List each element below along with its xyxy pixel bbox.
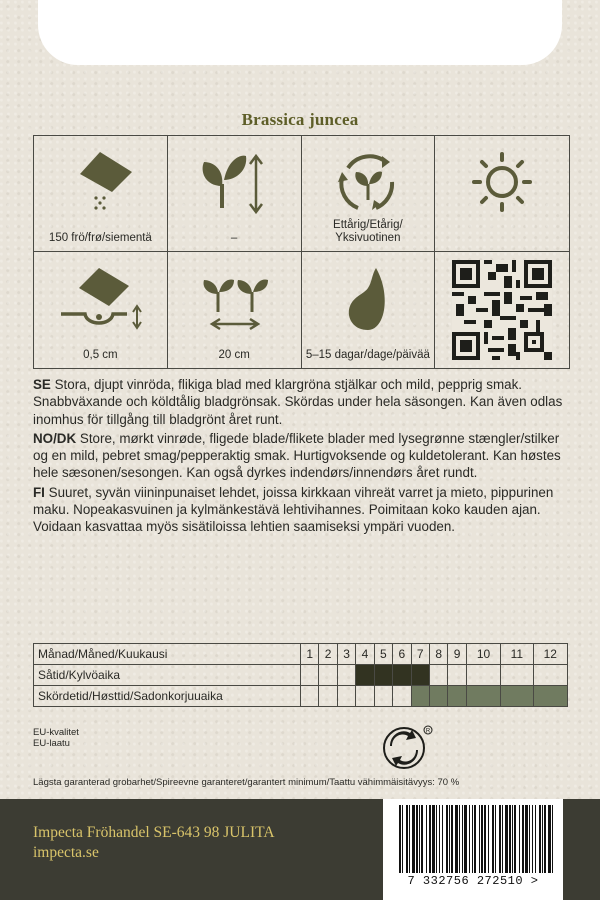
barcode-bar: [525, 805, 528, 873]
barcode-bar: [484, 805, 486, 873]
description-fi: [33, 484, 568, 536]
month-cell: [533, 665, 568, 686]
barcode-bar: [474, 805, 476, 873]
barcode-bar: [464, 805, 467, 873]
sun-cell: [435, 136, 569, 252]
calendar-header-label: Månad/Måned/Kuukausi: [34, 644, 301, 665]
germination-icon: [328, 264, 408, 334]
barcode-bar: [495, 805, 496, 873]
sowing-depth-caption: 0,5 cm: [83, 349, 118, 361]
annual-cycle-icon: [328, 148, 408, 218]
barcode-bars: [397, 805, 555, 873]
company-address: Impecta Fröhandel SE-643 98 JULITA: [33, 824, 275, 841]
barcode-bar: [481, 805, 483, 873]
annual-cycle-cell: [302, 136, 436, 252]
month-cell: [319, 686, 337, 707]
month-cell: [411, 686, 429, 707]
sowing-depth-cell: [34, 252, 168, 368]
barcode-bar: [451, 805, 453, 873]
month-cell: [301, 665, 319, 686]
barcode-bar: [439, 805, 440, 873]
month-cell: [466, 665, 500, 686]
month-header: 11: [501, 644, 533, 665]
info-grid: [33, 135, 570, 369]
month-cell: [374, 686, 392, 707]
barcode-bar: [412, 805, 415, 873]
hang-hole-cutout: [38, 0, 562, 65]
barcode-bar: [539, 805, 541, 873]
month-cell: [501, 686, 533, 707]
sowing-calendar: [33, 643, 568, 707]
month-cell: [448, 665, 466, 686]
month-cell: [337, 665, 355, 686]
barcode-bar: [446, 805, 448, 873]
description-se: [33, 376, 568, 428]
barcode-bar: [552, 805, 553, 873]
footer-text: [33, 823, 275, 863]
month-cell: [356, 686, 374, 707]
qr-cell: [435, 252, 569, 368]
barcode: [383, 799, 563, 900]
species-name: Brassica juncea: [241, 110, 359, 129]
month-header: 9: [448, 644, 466, 665]
month-cell: [374, 665, 392, 686]
description-block: [33, 376, 568, 538]
sun-icon: [462, 148, 542, 218]
barcode-bar: [522, 805, 524, 873]
month-header: 1: [301, 644, 319, 665]
barcode-bar: [472, 805, 473, 873]
plant-spacing-cell: [168, 252, 302, 368]
month-cell: [448, 686, 466, 707]
annual-cycle-caption: Ettårig/Etårig/ Yksivuotinen: [333, 219, 403, 244]
sowing-row: [34, 665, 568, 686]
barcode-bar: [532, 805, 533, 873]
month-cell: [319, 665, 337, 686]
month-header: 4: [356, 644, 374, 665]
barcode-bar: [449, 805, 450, 873]
barcode-number: 7 332756 272510 >: [407, 874, 539, 888]
plant-spacing-icon: [194, 264, 274, 334]
germination-guarantee: Lägsta garanterad grobarhet/Spireevne garanteret/garantert minimum/Taattu vähimmäisitävyys: 70 %: [33, 777, 460, 788]
month-cell: [533, 686, 568, 707]
barcode-bar: [426, 805, 427, 873]
seed-count-icon: [60, 148, 140, 218]
month-cell: [393, 686, 411, 707]
barcode-bar: [542, 805, 543, 873]
month-cell: [411, 665, 429, 686]
month-header: 12: [533, 644, 568, 665]
plant-height-cell: [168, 136, 302, 252]
barcode-bar: [462, 805, 463, 873]
lang-code-fi: FI: [33, 484, 45, 500]
description-text-fi: Suuret, syvän viininpunaiset lehdet, joissa kirkkaan vihreät varret ja mieto, pippurinen maku. Nopeakasvuinen ja kylmänkestävä lehtivihannes. Poimitaan koko kauden ajan. Voidaan kasvattaa myös sisätiloissa lehtien saamiseksi ympäri vuoden.: [33, 484, 554, 535]
barcode-bar: [502, 805, 503, 873]
eu-quality: [33, 727, 79, 749]
barcode-bar: [509, 805, 511, 873]
month-cell: [301, 686, 319, 707]
barcode-bar: [535, 805, 536, 873]
calendar-header-row: [34, 644, 568, 665]
plant-height-caption: –: [230, 232, 238, 244]
plant-height-icon: [194, 148, 274, 218]
barcode-bar: [548, 805, 551, 873]
svg-text:R: R: [425, 728, 431, 735]
description-text-se: Stora, djupt vinröda, flikiga blad med klargröna stjälkar och mild, pepprig smak. Snabbväxande och köldtålig bladgrönsak. Skördas under hela säsongen. Kan även odlas inomhus för tillgång till bladgrönt året runt.: [33, 377, 563, 427]
barcode-bar: [429, 805, 431, 873]
barcode-bar: [519, 805, 520, 873]
month-header: 5: [374, 644, 392, 665]
barcode-bar: [512, 805, 513, 873]
seed-count-cell: [34, 136, 168, 252]
lang-code-se: SE: [33, 377, 51, 392]
sowing-row-label: Såtid/Kylvöaika: [34, 665, 301, 686]
month-header: 2: [319, 644, 337, 665]
lang-code-no-dk: NO/DK: [33, 430, 77, 446]
qr-code-icon[interactable]: [452, 260, 552, 360]
month-cell: [356, 665, 374, 686]
seed-count-caption: 150 frö/frø/siementä: [48, 232, 152, 244]
month-header: 8: [429, 644, 447, 665]
month-header: 6: [393, 644, 411, 665]
green-dot-recycling-icon: [382, 724, 434, 772]
barcode-bar: [505, 805, 508, 873]
barcode-bar: [479, 805, 480, 873]
barcode-bar: [469, 805, 470, 873]
sowing-depth-icon: [55, 264, 145, 336]
month-cell: [337, 686, 355, 707]
barcode-bar: [432, 805, 435, 873]
eu-quality-se: EU-kvalitet: [33, 727, 79, 738]
month-cell: [393, 665, 411, 686]
barcode-bar: [402, 805, 403, 873]
barcode-bar: [499, 805, 501, 873]
barcode-bar: [492, 805, 494, 873]
description-text-no-dk: Store, mørkt vinrøde, fligede blade/flikete blader med lysegrønne stængler/stilker og en mild, pebret smag/pepperaktig smak. Hurtigvoksende og kuldetolerant. Kan høstes hele sæsonen/sesongen. Kan også dyrkes indendørs/innendørs året rundt.: [33, 430, 561, 481]
month-header: 10: [466, 644, 500, 665]
barcode-bar: [399, 805, 401, 873]
barcode-bar: [436, 805, 437, 873]
month-cell: [429, 686, 447, 707]
harvest-row-label: Skördetid/Høsttid/Sadonkorjuuaika: [34, 686, 301, 707]
barcode-bar: [421, 805, 423, 873]
barcode-bar: [544, 805, 546, 873]
description-no-dk: [33, 430, 568, 482]
barcode-bar: [514, 805, 516, 873]
barcode-bar: [406, 805, 408, 873]
barcode-bar: [455, 805, 458, 873]
barcode-bar: [459, 805, 460, 873]
harvest-row: [34, 686, 568, 707]
germination-cell: [302, 252, 436, 368]
barcode-bar: [529, 805, 530, 873]
month-cell: [501, 665, 533, 686]
barcode-bar: [488, 805, 489, 873]
month-header: 3: [337, 644, 355, 665]
barcode-bar: [416, 805, 418, 873]
month-header: 7: [411, 644, 429, 665]
month-cell: [429, 665, 447, 686]
month-cell: [466, 686, 500, 707]
barcode-bar: [409, 805, 410, 873]
barcode-bar: [419, 805, 420, 873]
website-link[interactable]: impecta.se: [33, 844, 99, 861]
barcode-bar: [442, 805, 443, 873]
germination-caption: 5–15 dagar/dage/päivää: [305, 349, 430, 361]
plant-spacing-caption: 20 cm: [218, 349, 250, 361]
eu-quality-fi: EU-laatu: [33, 738, 70, 749]
